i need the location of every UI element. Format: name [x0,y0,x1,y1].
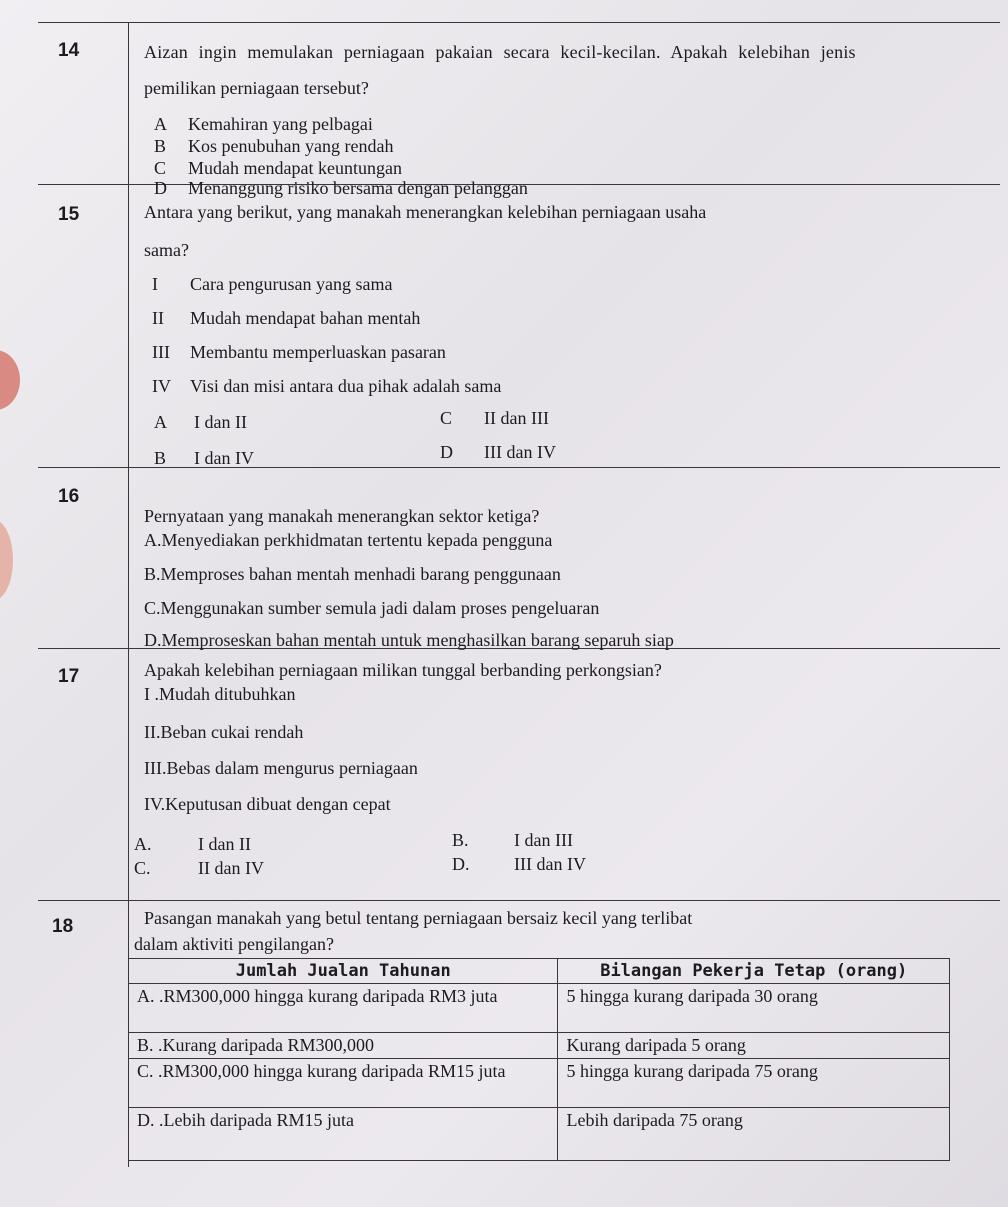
question-sheet [38,22,1000,1167]
statement-text: I .Mudah ditubuhkan [144,684,296,704]
statement-text: II.Beban cukai rendah [144,722,304,742]
option-text: C.Menggunakan sumber semula jadi dalam proses pengeluaran [144,598,600,618]
table-cell: C. .RM300,000 hingga kurang daripada RM15 juta [129,1059,558,1108]
option-key: B [154,448,167,468]
statement-text: Cara pengurusan yang sama [190,274,393,294]
table-header: Bilangan Pekerja Tetap (orang) [558,959,950,984]
table-cell: A. .RM300,000 hingga kurang daripada RM3 juta [129,984,558,1033]
divider-15-16 [38,467,1000,468]
question-number-14: 14 [58,40,80,61]
option-text: Kemahiran yang pelbagai [188,114,373,134]
option-key: B [154,136,167,156]
option-key: C [154,158,167,178]
option-key: A [154,412,167,432]
question-16-text: Pernyataan yang manakah menerangkan sektor ketiga? [144,506,540,526]
statement-key: III [152,342,170,362]
option-text: Mudah mendapat keuntungan [188,158,402,178]
option-text: I dan II [194,412,247,432]
option-text: A.Menyediakan perkhidmatan tertentu kepada pengguna [144,530,553,550]
statement-text: III.Bebas dalam mengurus perniagaan [144,758,418,778]
table-cell: 5 hingga kurang daripada 75 orang [558,1059,950,1108]
option-text: D.Memproseskan bahan mentah untuk menghasilkan barang separuh siap [144,630,674,650]
question-14-text-cont: pemilikan perniagaan tersebut? [144,78,369,98]
statement-key: IV [152,376,171,396]
option-key: C [440,408,453,428]
option-key: D [440,442,453,462]
option-text: Kos penubuhan yang rendah [188,136,394,156]
top-border [38,22,1000,23]
option-text: I dan II [198,834,251,854]
table-cell: 5 hingga kurang daripada 30 orang [558,984,950,1033]
statement-text: IV.Keputusan dibuat dengan cepat [144,794,391,814]
option-key: B. [452,830,469,850]
option-text: I dan IV [194,448,254,468]
statement-text: Mudah mendapat bahan mentah [190,308,421,328]
option-text: II dan III [484,408,549,428]
option-text: III dan IV [484,442,556,462]
question-18-text: Pasangan manakah yang betul tentang perniagaan bersaiz kecil yang terlibat [144,908,693,928]
option-key: D. [452,854,470,874]
option-key: A. [134,834,152,854]
table-row [129,984,950,1033]
table-row [129,1108,950,1161]
question-number-18: 18 [52,916,74,937]
option-text: III dan IV [514,854,586,874]
table-cell: Kurang daripada 5 orang [558,1033,950,1059]
divider-17-18 [38,900,1000,901]
table-row [129,1059,950,1108]
option-key: C. [134,858,151,878]
statement-text: Visi dan misi antara dua pihak adalah sama [190,376,502,396]
table-cell: Lebih daripada 75 orang [558,1108,950,1161]
table-row [129,1033,950,1059]
question-14-text: Aizan ingin memulakan perniagaan pakaian secara kecil-kecilan. Apakah kelebihan jenis [144,42,856,62]
question-number-17: 17 [58,666,80,687]
statement-text: Membantu memperluaskan pasaran [190,342,446,362]
option-text: Menanggung risiko bersama dengan pelanggan [188,178,528,198]
question-number-16: 16 [58,486,80,507]
table-cell: B. .Kurang daripada RM300,000 [129,1033,558,1059]
table-header: Jumlah Jualan Tahunan [129,959,558,984]
question-number-15: 15 [58,204,80,225]
question-15-text: Antara yang berikut, yang manakah menerangkan kelebihan perniagaan usaha [144,202,707,222]
option-key: D [154,178,167,198]
size-criteria-table [128,958,950,1161]
option-key: A [154,114,167,134]
statement-key: I [152,274,158,294]
question-17-text: Apakah kelebihan perniagaan milikan tunggal berbanding perkongsian? [144,660,662,680]
option-text: B.Memproses bahan mentah menhadi barang penggunaan [144,564,561,584]
statement-key: II [152,308,164,328]
question-15-text-cont: sama? [144,240,189,260]
option-text: II dan IV [198,858,264,878]
option-text: I dan III [514,830,573,850]
table-cell: D. .Lebih daripada RM15 juta [129,1108,558,1161]
question-18-text-cont: dalam aktiviti pengilangan? [134,934,334,954]
